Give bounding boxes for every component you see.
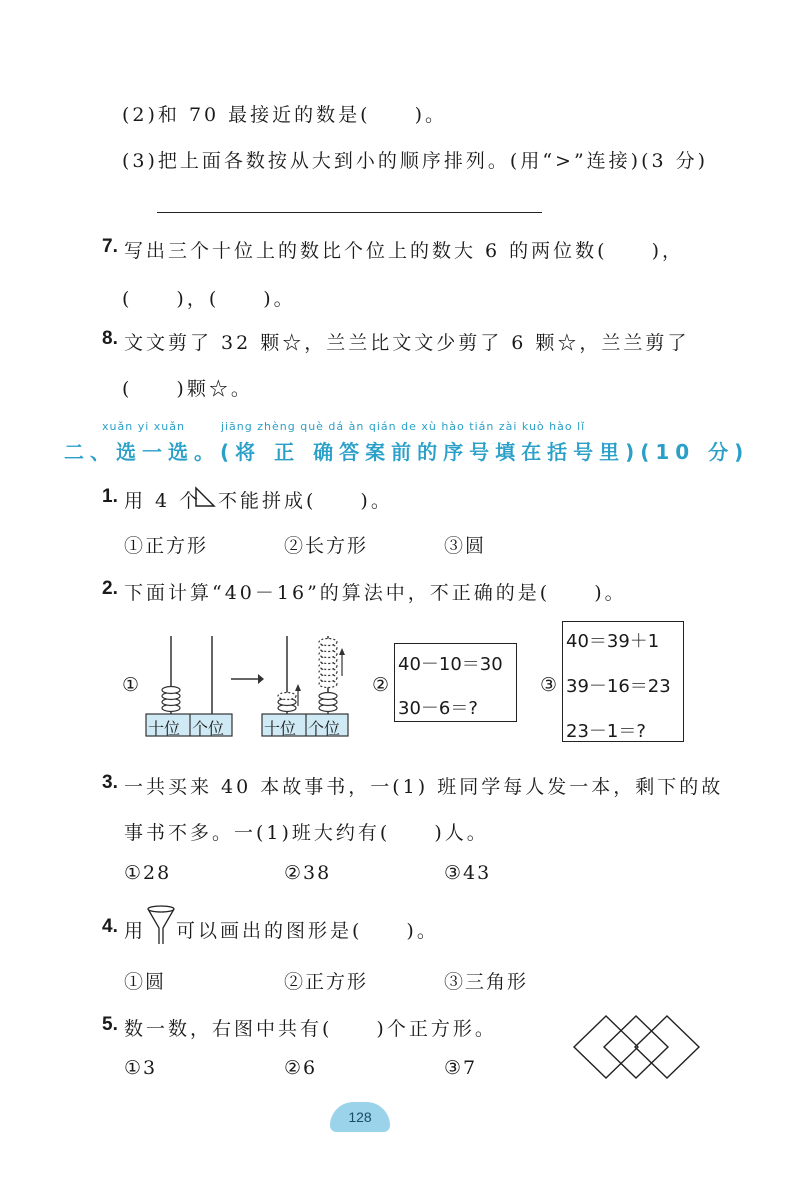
- s1-text-b: 不能拼成( )。: [218, 490, 393, 512]
- q8-line2: ( )颗☆。: [122, 378, 253, 400]
- s4-option-3: ③三角形: [444, 971, 529, 993]
- q7-line2: ( )，( )。: [122, 288, 296, 310]
- right-triangle-icon: [194, 486, 216, 508]
- answer-line: [157, 212, 542, 213]
- q8-number: 8.: [102, 328, 118, 349]
- s2-option1-mark: ①: [122, 674, 142, 696]
- s4-option-1: ①圆: [124, 971, 167, 993]
- diamond-squares-figure: [570, 1012, 704, 1082]
- s2-option2-line2: 30－6＝?: [398, 698, 478, 719]
- s3-option-2: ②38: [284, 862, 332, 884]
- section2-title: 二、选一选。(将 正 确答案前的序号填在括号里)(10 分): [64, 440, 750, 464]
- abacus1-label-ones: 个位: [192, 719, 225, 738]
- s4-text-b: 可以画出的图形是( )。: [176, 920, 439, 942]
- s1-option-2: ②长方形: [284, 535, 369, 557]
- s2-option3-line1: 40＝39＋1: [566, 631, 660, 652]
- section2-pinyin: xuǎn yi xuǎn jiāng zhèng què dá àn qián de xù hào tián zài kuò hào lǐ: [102, 420, 586, 433]
- s5-option-1: ①3: [124, 1057, 158, 1079]
- s5-text: 数一数，右图中共有( )个正方形。: [124, 1018, 497, 1040]
- funnel-icon: [146, 904, 176, 946]
- abacus1-label-tens: 十位: [148, 719, 181, 738]
- s2-option2-line1: 40－10＝30: [398, 654, 503, 675]
- s1-text-a: 用 4 个: [124, 490, 202, 512]
- s1-option-3: ③圆: [444, 535, 487, 557]
- q6-part2: (2)和 70 最接近的数是( )。: [122, 104, 447, 126]
- s3-option-3: ③43: [444, 862, 492, 884]
- s4-number: 4.: [102, 916, 118, 937]
- abacus2-label-ones: 个位: [308, 719, 341, 738]
- s1-number: 1.: [102, 486, 118, 507]
- s2-option3-mark: ③: [540, 674, 560, 696]
- s3-line2: 事书不多。一(1)班大约有( )人。: [124, 822, 489, 844]
- s2-option3-line2: 39－16＝23: [566, 676, 671, 697]
- arrow-right-icon: [230, 672, 264, 686]
- s5-number: 5.: [102, 1014, 118, 1035]
- q6-part3: (3)把上面各数按从大到小的顺序排列。(用“>”连接)(3 分): [122, 150, 709, 172]
- page-number: 128: [330, 1102, 390, 1132]
- s4-option-2: ②正方形: [284, 971, 369, 993]
- s1-option-1: ①正方形: [124, 535, 209, 557]
- s2-option2-mark: ②: [372, 674, 392, 696]
- s5-option-3: ③7: [444, 1057, 478, 1079]
- s5-option-2: ②6: [284, 1057, 318, 1079]
- s2-number: 2.: [102, 578, 118, 599]
- s3-number: 3.: [102, 772, 118, 793]
- s4-text-a: 用: [124, 920, 147, 942]
- s2-text: 下面计算“40－16”的算法中，不正确的是( )。: [124, 582, 627, 604]
- q8-line1: 文文剪了 32 颗☆，兰兰比文文少剪了 6 颗☆，兰兰剪了: [124, 332, 690, 354]
- q7-line1: 写出三个十位上的数比个位上的数大 6 的两位数( )，: [124, 240, 684, 262]
- s3-line1: 一共买来 40 本故事书，一(1) 班同学每人发一本，剩下的故: [124, 776, 724, 798]
- abacus2-label-tens: 十位: [264, 719, 297, 738]
- q7-number: 7.: [102, 236, 118, 257]
- s2-option3-line3: 23－1＝?: [566, 721, 646, 742]
- s3-option-1: ①28: [124, 862, 172, 884]
